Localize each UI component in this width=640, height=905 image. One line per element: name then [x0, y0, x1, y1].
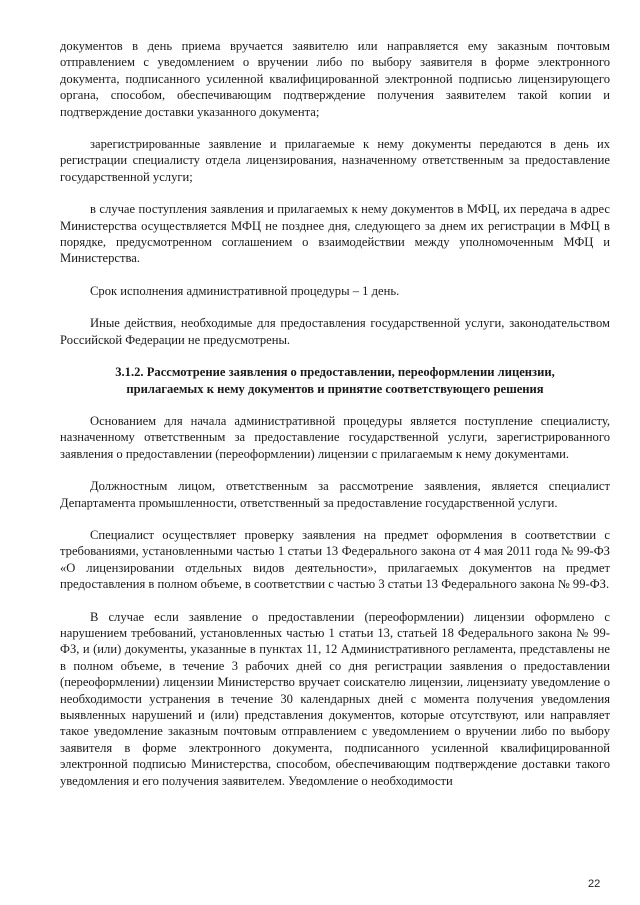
paragraph-basis: Основанием для начала административной процедуры является поступление специалисту, назначенному ответственным за предоставление государственной услуги, зарегистрированного заявления о предоставлении (переоформлении) лицензии с прилагаемым к нему документами. — [60, 413, 610, 461]
page-number: 22 — [588, 878, 601, 890]
section-heading: 3.1.2. Рассмотрение заявления о предоставлении, переоформлении лицензии, прилагаемых к нему документов и принятие соответствующего решения — [115, 365, 555, 396]
paragraph-responsible-official: Должностным лицом, ответственным за рассмотрение заявления, является специалист Департамента промышленности, ответственный за предоставление государственной услуги. — [60, 479, 610, 510]
paragraph-other-actions: Иные действия, необходимые для предоставления государственной услуги, законодательством Российской Федерации не предусмотрены. — [60, 316, 610, 347]
document-page — [60, 38, 610, 805]
paragraph-procedure-term: Срок исполнения административной процедуры – 1 день. — [90, 283, 400, 298]
paragraph-violations-notice: В случае если заявление о предоставлении (переоформлении) лицензии оформлено с нарушением требований, установленных частью 1 статьи 13, статьей 18 Федерального закона № 99-ФЗ, и (или) документы, указанные в пунктах 11, 12 Административного регламента, представлены не в полном объеме, в течение 3 рабочих дней со дня регистрации заявления о предоставлении (переоформлении) лицензии Министерство вручает соискателю лицензии, лицензиату уведомление о необходимости устранения в течение 30 календарных дней с момента получения уведомления выявленных нарушений и (или) представления документов, которые отсутствуют, или направляет такое уведомление заказным почтовым отправлением с уведомлением о вручении либо по выбору заявителя в форме электронного документа, подписанного усиленной квалифицированной электронной подписью Министерства, способом, обеспечивающим подтверждение доставки такого уведомления и его получения заявителем. Уведомление о необходимости — [60, 609, 610, 788]
paragraph-verification: Специалист осуществляет проверку заявления на предмет оформления в соответствии с требованиями, установленными частью 1 статьи 13 Федерального закона от 4 мая 2011 года № 99-ФЗ «О лицензировании отдельных видов деятельности», прилагаемых документов на предмет предоставления в полном объеме, в соответствии с частью 3 статьи 13 Федерального закона № 99-ФЗ. — [60, 527, 610, 592]
paragraph-mfc-transfer: в случае поступления заявления и прилагаемых к нему документов в МФЦ, их передача в адрес Министерства осуществляется МФЦ не позднее дня, следующего за днем их регистрации в МФЦ в порядке, предусмотренном соглашением о взаимодействии между уполномоченным МФЦ и Министерства. — [60, 202, 610, 266]
paragraph-registration-transfer: зарегистрированные заявление и прилагаемые к нему документы передаются в день их регистрации специалисту отдела лицензирования, назначенному ответственным за предоставление государственной услуги; — [60, 137, 610, 184]
paragraph-continued-delivery: документов в день приема вручается заявителю или направляется ему заказным почтовым отправлением с уведомлением о вручении либо по выбору заявителя в форме электронного документа, подписанного усиленной квалифицированной электронной подписью лицензирующего органа, способом, обеспечивающим подтверждение получения заявителем такой копии и подтверждение доставки указанного документа; — [60, 39, 610, 119]
